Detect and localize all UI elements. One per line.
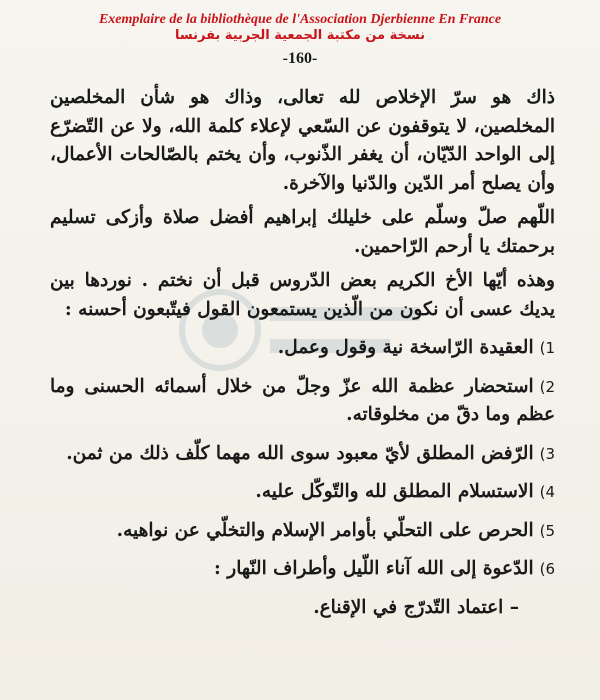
list-number: 5) (539, 521, 555, 540)
paragraph: ذاك هو سرّ الإخلاص لله تعالى، وذاك هو شأن المخلصين المخلصين، لا يتوقفون عن السّعي لإعلاء كلمة الله، ولا عن التّضرّع إلى الواحد الدّيّان، أن يغفر الذّنوب، وأن يختم بالصّالحات الأعمال، وأن يصلح أمر الدّين والدّنيا والآخرة. (50, 87, 555, 194)
list-text: الحرص على التحلّي بأوامر الإسلام والتخلّي عن نواهيه. (116, 519, 534, 541)
list-number: 4) (539, 483, 555, 501)
list-item (50, 440, 555, 469)
list-text: العقيدة الرّاسخة نية وقول وعمل. (277, 337, 534, 358)
list-number: 2) (539, 377, 555, 396)
list-text: الدّعوة إلى الله آناء اللّيل وأطراف النّهار : (213, 558, 534, 579)
paragraph: اللّهم صلّ وسلّم على خليلك إبراهيم أفضل صلاة وأزكى تسليم برحمتك يا أرحم الرّاحمين. (50, 207, 555, 257)
list-item (50, 373, 555, 430)
page-number: -160- (282, 50, 318, 67)
header-french: Exemplaire de la bibliothèque de l'Association Djerbienne En France (98, 12, 502, 27)
list-text: الرّفض المطلق لأيّ معبود سوى الله مهما كلّف ذلك من ثمن. (66, 442, 534, 464)
sub-item: – اعتماد التّدرّج في الإقناع. (313, 596, 519, 618)
list-item (50, 517, 555, 546)
list-number: 6) (539, 560, 555, 578)
paragraph: وهذه أيّها الأخ الكريم بعض الدّروس قبل أن نختم . نوردها بين يديك عسى أن نكون من الّذين يستمعون القول فيتّبعون أحسنه : (50, 270, 555, 320)
list-text: الاستسلام المطلق لله والتّوكّل عليه. (255, 481, 534, 502)
list-number: 3) (539, 444, 555, 463)
list-number: 1) (539, 339, 555, 357)
page-content (50, 84, 555, 628)
header-arabic: نسخة من مكتبة الجمعية الجربية بفرنسا (175, 28, 425, 43)
lessons-list (50, 334, 555, 584)
list-text: استحضار عظمة الله عزّ وجلّ من خلال أسمائه الحسنى وما عظم وما دقّ من مخلوقاته. (50, 375, 555, 425)
list-item (50, 334, 555, 363)
library-header (0, 12, 600, 44)
list-item (50, 555, 555, 584)
list-item (50, 478, 555, 507)
